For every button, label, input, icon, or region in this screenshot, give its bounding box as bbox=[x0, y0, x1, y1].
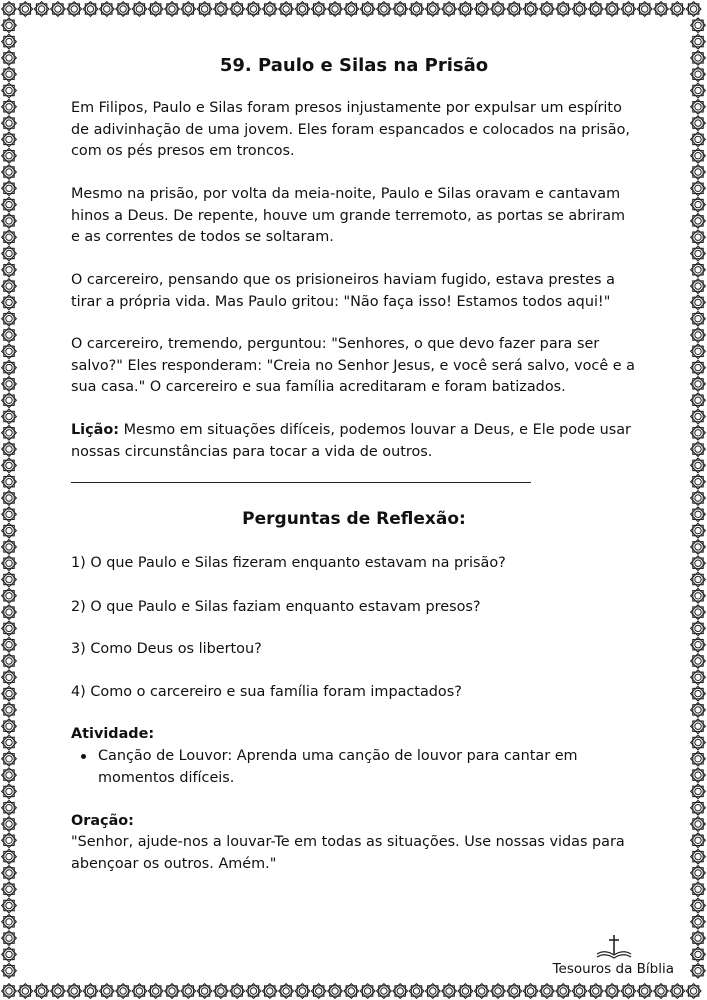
ornament-star-icon bbox=[691, 474, 706, 489]
ornament-star-icon bbox=[637, 984, 652, 999]
story-paragraph: Em Filipos, Paulo e Silas foram presos injustamente por expulsar um espírito de adivinhação de uma jovem. Eles foram espancados e colocados na prisão, com os pés presos em troncos. bbox=[71, 100, 630, 159]
ornament-star-icon bbox=[691, 360, 706, 375]
ornament-star-icon bbox=[691, 83, 706, 98]
ornament-star-icon bbox=[691, 148, 706, 163]
ornament-star-icon bbox=[279, 2, 294, 17]
ornament-star-icon bbox=[2, 866, 17, 881]
ornament-star-icon bbox=[691, 523, 706, 538]
ornament-star-icon bbox=[2, 246, 17, 261]
ornament-star-icon bbox=[2, 34, 17, 49]
ornament-star-icon bbox=[691, 328, 706, 343]
ornament-star-icon bbox=[507, 2, 522, 17]
cross-bible-icon bbox=[594, 934, 634, 960]
ornament-star-icon bbox=[691, 735, 706, 750]
ornament-star-icon bbox=[262, 984, 277, 999]
ornament-star-icon bbox=[2, 800, 17, 815]
ornament-star-icon bbox=[691, 67, 706, 82]
ornament-star-icon bbox=[409, 984, 424, 999]
ornament-star-icon bbox=[132, 984, 147, 999]
ornament-star-icon bbox=[691, 99, 706, 114]
ornament-star-icon bbox=[51, 2, 66, 17]
ornament-star-icon bbox=[691, 800, 706, 815]
ornament-star-icon bbox=[691, 214, 706, 229]
ornament-star-icon bbox=[2, 621, 17, 636]
ornament-star-icon bbox=[2, 572, 17, 587]
ornament-star-icon bbox=[572, 2, 587, 17]
ornament-star-icon bbox=[691, 588, 706, 603]
ornament-star-icon bbox=[691, 262, 706, 277]
ornament-star-icon bbox=[67, 984, 82, 999]
lesson-title: 59. Paulo e Silas na Prisão bbox=[219, 55, 489, 76]
ornament-star-icon bbox=[2, 132, 17, 147]
ornament-star-icon bbox=[328, 2, 343, 17]
ornament-star-icon bbox=[691, 442, 706, 457]
ornament-star-icon bbox=[2, 230, 17, 245]
ornament-star-icon bbox=[2, 686, 17, 701]
ornament-star-icon bbox=[523, 984, 538, 999]
reflection-question: 1) O que Paulo e Silas fizeram enquanto estavam na prisão? bbox=[71, 555, 506, 571]
ornament-star-icon bbox=[686, 2, 701, 17]
ornament-star-icon bbox=[2, 588, 17, 603]
prayer-heading: Oração: bbox=[71, 813, 134, 829]
ornament-star-icon bbox=[2, 963, 17, 978]
ornament-star-icon bbox=[214, 984, 229, 999]
ornament-star-icon bbox=[246, 2, 261, 17]
ornament-star-icon bbox=[556, 2, 571, 17]
bullet-icon bbox=[81, 754, 86, 759]
ornament-star-icon bbox=[2, 817, 17, 832]
story-paragraph: Mesmo na prisão, por volta da meia-noite, Paulo e Silas oravam e cantavam hinos a Deus. De repente, houve um grande terremoto, as portas se abriram e as correntes de todos se soltaram. bbox=[71, 186, 626, 245]
ornament-star-icon bbox=[18, 984, 33, 999]
ornament-star-icon bbox=[344, 2, 359, 17]
ornament-star-icon bbox=[691, 230, 706, 245]
ornament-star-icon bbox=[691, 540, 706, 555]
activity-item bbox=[71, 746, 637, 789]
ornament-star-icon bbox=[691, 425, 706, 440]
ornament-star-icon bbox=[691, 51, 706, 66]
ornament-star-icon bbox=[2, 197, 17, 212]
ornament-star-icon bbox=[2, 83, 17, 98]
story-paragraph: O carcereiro, pensando que os prisioneiros haviam fugido, estava prestes a tirar a própria vida. Mas Paulo gritou: "Não faça isso! Estamos todos aqui!" bbox=[71, 272, 615, 310]
ornament-star-icon bbox=[148, 984, 163, 999]
activity-heading: Atividade: bbox=[71, 726, 155, 742]
ornament-star-icon bbox=[691, 670, 706, 685]
ornament-star-icon bbox=[344, 984, 359, 999]
ornament-star-icon bbox=[654, 2, 669, 17]
ornament-star-icon bbox=[2, 784, 17, 799]
ornament-star-icon bbox=[691, 344, 706, 359]
ornament-star-icon bbox=[165, 2, 180, 17]
ornament-star-icon bbox=[691, 34, 706, 49]
reflection-title: Perguntas de Reflexão: bbox=[242, 509, 466, 529]
ornament-star-icon bbox=[2, 654, 17, 669]
ornament-star-icon bbox=[425, 984, 440, 999]
activity-item-text: Canção de Louvor: Aprenda uma canção de louvor para cantar em momentos difíceis. bbox=[98, 748, 578, 786]
ornament-star-icon bbox=[670, 2, 685, 17]
ornament-star-icon bbox=[2, 491, 17, 506]
ornament-star-icon bbox=[2, 637, 17, 652]
ornament-star-icon bbox=[2, 735, 17, 750]
ornament-star-icon bbox=[311, 2, 326, 17]
ornament-star-icon bbox=[2, 556, 17, 571]
ornament-star-icon bbox=[2, 295, 17, 310]
ornament-star-icon bbox=[556, 984, 571, 999]
ornament-star-icon bbox=[458, 2, 473, 17]
section-divider bbox=[71, 482, 531, 483]
ornament-star-icon bbox=[377, 984, 392, 999]
ornament-star-icon bbox=[2, 605, 17, 620]
ornament-star-icon bbox=[2, 328, 17, 343]
ornament-star-icon bbox=[691, 784, 706, 799]
ornament-star-icon bbox=[2, 165, 17, 180]
activity-list bbox=[71, 746, 637, 789]
ornament-star-icon bbox=[425, 2, 440, 17]
ornament-star-icon bbox=[691, 817, 706, 832]
ornament-star-icon bbox=[34, 2, 49, 17]
ornament-star-icon bbox=[2, 262, 17, 277]
ornament-star-icon bbox=[2, 719, 17, 734]
ornament-star-icon bbox=[393, 2, 408, 17]
ornament-star-icon bbox=[691, 768, 706, 783]
ornament-star-icon bbox=[691, 132, 706, 147]
ornament-star-icon bbox=[691, 491, 706, 506]
ornament-star-icon bbox=[2, 947, 17, 962]
ornament-star-icon bbox=[99, 984, 114, 999]
ornament-star-icon bbox=[230, 2, 245, 17]
ornament-star-icon bbox=[279, 984, 294, 999]
ornament-star-icon bbox=[691, 572, 706, 587]
ornament-star-icon bbox=[691, 621, 706, 636]
ornament-star-icon bbox=[691, 963, 706, 978]
ornament-star-icon bbox=[2, 51, 17, 66]
ornament-star-icon bbox=[2, 458, 17, 473]
ornament-star-icon bbox=[691, 719, 706, 734]
prayer-text: "Senhor, ajude-nos a louvar-Te em todas as situações. Use nossas vidas para abençoar os outros. Amém." bbox=[71, 834, 625, 872]
ornament-star-icon bbox=[360, 2, 375, 17]
ornament-star-icon bbox=[474, 984, 489, 999]
ornament-star-icon bbox=[2, 148, 17, 163]
ornament-star-icon bbox=[2, 703, 17, 718]
ornament-star-icon bbox=[670, 984, 685, 999]
ornament-star-icon bbox=[2, 2, 17, 17]
story-paragraph: O carcereiro, tremendo, perguntou: "Senhores, o que devo fazer para ser salvo?" Eles responderam: "Creia no Senhor Jesus, e você será salvo, você e a sua casa." O carcereiro e sua família acreditaram e foram batizados. bbox=[71, 336, 635, 395]
ornament-star-icon bbox=[691, 507, 706, 522]
ornament-star-icon bbox=[2, 507, 17, 522]
ornament-star-icon bbox=[246, 984, 261, 999]
ornament-star-icon bbox=[2, 409, 17, 424]
ornament-star-icon bbox=[360, 984, 375, 999]
ornament-star-icon bbox=[181, 2, 196, 17]
ornament-star-icon bbox=[691, 197, 706, 212]
ornament-star-icon bbox=[691, 605, 706, 620]
ornament-star-icon bbox=[2, 931, 17, 946]
reflection-question: 2) O que Paulo e Silas faziam enquanto estavam presos? bbox=[71, 599, 481, 615]
lesson-moral-label: Lição: bbox=[71, 422, 119, 438]
ornament-star-icon bbox=[2, 670, 17, 685]
ornament-star-icon bbox=[572, 984, 587, 999]
ornament-star-icon bbox=[2, 833, 17, 848]
ornament-star-icon bbox=[67, 2, 82, 17]
ornament-star-icon bbox=[691, 116, 706, 131]
ornament-star-icon bbox=[409, 2, 424, 17]
ornament-star-icon bbox=[637, 2, 652, 17]
ornament-star-icon bbox=[2, 768, 17, 783]
ornament-star-icon bbox=[691, 931, 706, 946]
ornament-star-icon bbox=[18, 2, 33, 17]
ornament-star-icon bbox=[2, 214, 17, 229]
ornament-star-icon bbox=[377, 2, 392, 17]
ornament-star-icon bbox=[686, 984, 701, 999]
ornament-star-icon bbox=[132, 2, 147, 17]
ornament-star-icon bbox=[621, 2, 636, 17]
ornament-star-icon bbox=[328, 984, 343, 999]
ornament-star-icon bbox=[691, 181, 706, 196]
ornament-star-icon bbox=[2, 116, 17, 131]
ornament-star-icon bbox=[458, 984, 473, 999]
ornament-star-icon bbox=[2, 279, 17, 294]
ornament-star-icon bbox=[2, 425, 17, 440]
ornament-star-icon bbox=[691, 751, 706, 766]
ornament-star-icon bbox=[2, 914, 17, 929]
ornament-star-icon bbox=[2, 540, 17, 555]
ornament-star-icon bbox=[540, 2, 555, 17]
ornament-star-icon bbox=[691, 637, 706, 652]
ornament-star-icon bbox=[605, 2, 620, 17]
ornament-star-icon bbox=[2, 523, 17, 538]
ornament-star-icon bbox=[2, 393, 17, 408]
ornament-star-icon bbox=[691, 898, 706, 913]
border-top bbox=[2, 2, 701, 17]
ornament-star-icon bbox=[2, 882, 17, 897]
ornament-star-icon bbox=[2, 849, 17, 864]
ornament-star-icon bbox=[691, 914, 706, 929]
ornament-star-icon bbox=[691, 654, 706, 669]
ornament-star-icon bbox=[2, 751, 17, 766]
footer-brand bbox=[524, 930, 674, 980]
ornament-star-icon bbox=[605, 984, 620, 999]
ornament-star-icon bbox=[116, 984, 131, 999]
ornament-star-icon bbox=[691, 409, 706, 424]
ornament-star-icon bbox=[83, 984, 98, 999]
border-right bbox=[691, 18, 706, 978]
ornament-star-icon bbox=[295, 984, 310, 999]
ornament-star-icon bbox=[442, 2, 457, 17]
ornament-star-icon bbox=[691, 165, 706, 180]
ornament-star-icon bbox=[654, 984, 669, 999]
ornament-star-icon bbox=[2, 377, 17, 392]
ornament-star-icon bbox=[165, 984, 180, 999]
ornament-star-icon bbox=[214, 2, 229, 17]
brand-name: Tesouros da Bíblia bbox=[552, 961, 674, 977]
ornament-star-icon bbox=[621, 984, 636, 999]
ornament-star-icon bbox=[181, 984, 196, 999]
ornament-star-icon bbox=[2, 311, 17, 326]
ornament-star-icon bbox=[2, 18, 17, 33]
border-left bbox=[2, 18, 17, 978]
ornament-star-icon bbox=[691, 866, 706, 881]
ornament-star-icon bbox=[2, 99, 17, 114]
ornament-star-icon bbox=[691, 833, 706, 848]
ornament-star-icon bbox=[691, 849, 706, 864]
ornament-star-icon bbox=[691, 295, 706, 310]
lesson-moral-text: Mesmo em situações difíceis, podemos louvar a Deus, e Ele pode usar nossas circunstâncias para tocar a vida de outros. bbox=[71, 422, 631, 460]
ornament-star-icon bbox=[442, 984, 457, 999]
ornament-star-icon bbox=[230, 984, 245, 999]
ornament-star-icon bbox=[197, 2, 212, 17]
ornament-star-icon bbox=[691, 686, 706, 701]
ornament-star-icon bbox=[2, 984, 17, 999]
ornament-star-icon bbox=[311, 984, 326, 999]
ornament-star-icon bbox=[2, 344, 17, 359]
ornament-star-icon bbox=[83, 2, 98, 17]
lesson-moral bbox=[71, 420, 637, 463]
ornament-star-icon bbox=[691, 947, 706, 962]
ornament-star-icon bbox=[2, 442, 17, 457]
ornament-star-icon bbox=[588, 984, 603, 999]
ornament-star-icon bbox=[691, 18, 706, 33]
ornament-star-icon bbox=[2, 181, 17, 196]
ornament-star-icon bbox=[691, 279, 706, 294]
ornament-star-icon bbox=[116, 2, 131, 17]
ornament-star-icon bbox=[691, 703, 706, 718]
ornament-star-icon bbox=[691, 393, 706, 408]
ornament-star-icon bbox=[691, 377, 706, 392]
ornament-star-icon bbox=[295, 2, 310, 17]
ornament-star-icon bbox=[2, 360, 17, 375]
ornament-star-icon bbox=[2, 474, 17, 489]
ornament-star-icon bbox=[691, 882, 706, 897]
ornament-star-icon bbox=[99, 2, 114, 17]
ornament-star-icon bbox=[51, 984, 66, 999]
reflection-question: 4) Como o carcereiro e sua família foram impactados? bbox=[71, 684, 462, 700]
border-bottom bbox=[2, 984, 701, 999]
ornament-star-icon bbox=[540, 984, 555, 999]
ornament-star-icon bbox=[691, 458, 706, 473]
ornament-star-icon bbox=[34, 984, 49, 999]
ornament-star-icon bbox=[588, 2, 603, 17]
ornament-star-icon bbox=[2, 67, 17, 82]
ornament-star-icon bbox=[474, 2, 489, 17]
ornament-star-icon bbox=[197, 984, 212, 999]
reflection-question: 3) Como Deus os libertou? bbox=[71, 641, 262, 657]
ornament-star-icon bbox=[507, 984, 522, 999]
ornament-star-icon bbox=[691, 246, 706, 261]
ornament-star-icon bbox=[491, 984, 506, 999]
ornament-star-icon bbox=[393, 984, 408, 999]
ornament-star-icon bbox=[2, 898, 17, 913]
ornament-star-icon bbox=[148, 2, 163, 17]
ornament-star-icon bbox=[491, 2, 506, 17]
ornament-star-icon bbox=[691, 556, 706, 571]
ornament-star-icon bbox=[523, 2, 538, 17]
ornament-star-icon bbox=[691, 311, 706, 326]
ornament-star-icon bbox=[262, 2, 277, 17]
